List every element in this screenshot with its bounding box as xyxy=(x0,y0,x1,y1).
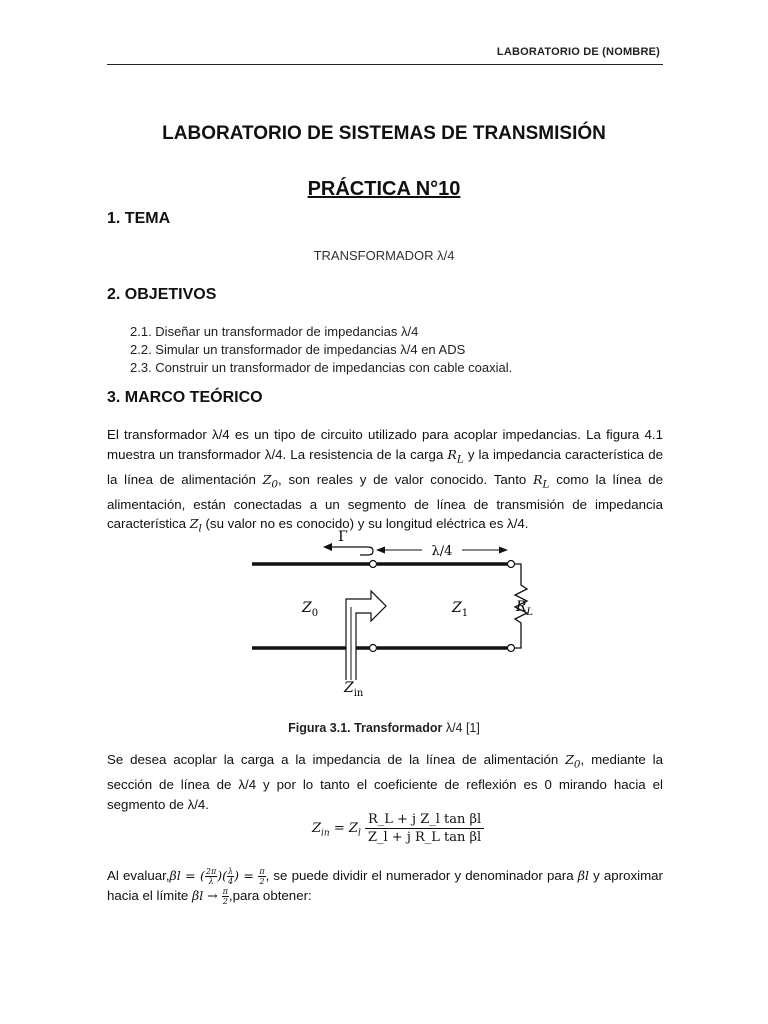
text-span: , se puede dividir el numerador y denominador para xyxy=(265,868,578,883)
math-z0 xyxy=(565,752,581,771)
zin-symbol: Z xyxy=(344,680,354,696)
header-divider xyxy=(107,64,663,65)
frac-2pi-lambda xyxy=(205,867,217,886)
objective-item: 2.2. Simular un transformador de impedancias λ/4 en ADS xyxy=(130,342,466,357)
formula-numerator: R_L + j Z_l tan βl xyxy=(365,812,484,829)
zin-label xyxy=(343,680,364,699)
math-bl-limit: βl → $\frac{\pi}{2}$ xyxy=(192,887,228,906)
caption-label: Figura 3.1. Transformador xyxy=(288,721,446,735)
frac-lambda-4 xyxy=(227,867,234,886)
input-impedance-arrow-icon xyxy=(346,591,386,680)
math-z0 xyxy=(262,471,279,490)
frac-num: π xyxy=(259,867,265,876)
text-span: , mediante la sección de línea de λ/4 y por lo tanto el coeficiente de reflexión es 0 mirando hacia el segmento de λ/4. xyxy=(107,752,664,812)
math-rl xyxy=(533,471,550,490)
frac-den: 2 xyxy=(222,897,228,906)
lambda-quarter-label: λ/4 xyxy=(431,544,453,559)
frac-pi-2 xyxy=(222,887,229,906)
math-rl xyxy=(447,446,464,465)
formula-fraction xyxy=(365,812,484,845)
math-zl xyxy=(189,516,202,535)
section-heading-objetivos: 2. OBJETIVOS xyxy=(107,286,217,303)
figure-caption xyxy=(0,721,768,735)
rl-subscript: L xyxy=(526,607,533,618)
math-symbol: R xyxy=(447,446,457,462)
math-subscript: l xyxy=(357,828,361,839)
formula-eq xyxy=(329,821,361,839)
frac-pi-2 xyxy=(258,867,265,886)
tema-value: TRANSFORMADOR λ/4 xyxy=(313,248,455,263)
math-subscript: l xyxy=(198,522,202,535)
paragraph-intro xyxy=(107,425,663,539)
paragraph-matching xyxy=(107,750,663,814)
math-subscript: in xyxy=(321,828,330,839)
math-subscript: L xyxy=(542,478,550,490)
text-span: (su valor no es conocido) y su longitud eléctrica es λ/4. xyxy=(201,516,529,531)
text-span: Al evaluar, xyxy=(107,868,170,883)
math-subscript: 0 xyxy=(271,478,279,490)
frac-num: π xyxy=(222,887,228,896)
junction-node-bottom xyxy=(370,645,377,652)
section-heading-marco-teorico: 3. MARCO TEÓRICO xyxy=(107,389,263,406)
z0-symbol: Z xyxy=(302,600,312,616)
z1-label xyxy=(451,600,468,619)
paragraph-evaluation xyxy=(107,866,663,906)
gamma-label: Γ xyxy=(338,529,348,545)
gamma-arrow-head-icon xyxy=(323,543,332,551)
text-span: y aproximar hacia el límite xyxy=(107,868,663,903)
math-symbol: Z xyxy=(189,516,199,531)
dimension-arrow-left-icon xyxy=(376,547,385,554)
z1-symbol: Z xyxy=(452,600,462,616)
frac-num: λ xyxy=(228,867,234,876)
text-span: ,para obtener: xyxy=(228,888,312,903)
rl-symbol: R xyxy=(515,599,527,615)
frac-den: λ xyxy=(208,877,214,886)
frac-den: 4 xyxy=(228,877,234,886)
objectives-list xyxy=(130,323,512,377)
math-symbol: R xyxy=(533,471,543,487)
text-span: y la impedancia característica de la línea de alimentación xyxy=(107,446,663,487)
text-span: como la línea de alimentación, están conectadas a un segmento de línea de transmisión de impedancia característica xyxy=(107,471,664,531)
text-span: , son reales y de valor conocido. Tanto xyxy=(278,471,534,487)
frac-den: 2 xyxy=(259,877,265,886)
math-subscript: 0 xyxy=(573,758,581,771)
dimension-arrow-right-icon xyxy=(499,547,508,554)
objective-item: 2.3. Construir un transformador de impedancias con cable coaxial. xyxy=(130,360,513,375)
formula-denominator: Z_l + j R_L tan βl xyxy=(367,830,482,845)
math-symbol: Z xyxy=(312,821,322,836)
math-symbol: Z xyxy=(262,471,272,487)
zin-subscript: in xyxy=(353,688,364,699)
practica-number xyxy=(0,178,768,201)
section-heading-tema: 1. TEMA xyxy=(107,210,171,227)
z1-subscript: 1 xyxy=(461,608,469,619)
text-span: Se desea acoplar la carga a la impedancia de la línea de alimentación xyxy=(107,752,566,767)
practica-label: PRÁCTICA N°10 xyxy=(307,178,461,200)
junction-node-top xyxy=(370,561,377,568)
z0-label xyxy=(301,600,318,619)
text-span: El transformador λ/4 es un tipo de circuito utilizado para acoplar impedancias. La figura 4.1 muestra un transformador λ/4. La resistencia de la carga xyxy=(107,427,663,462)
math-symbol: Z xyxy=(565,752,574,767)
input-impedance-formula xyxy=(312,812,484,845)
math-bl-eval: βl = ( $\frac{2\pi}{\lambda}$ )( $\frac{\lambda}{4}$ ) = $\frac{\pi}{2}$ xyxy=(169,867,265,886)
caption-text: λ/4 [1] xyxy=(445,721,480,735)
math-bl: βl xyxy=(577,868,589,883)
load-node-top xyxy=(508,561,515,568)
frac-num: 2π xyxy=(205,867,217,876)
load-node-bottom xyxy=(508,645,515,652)
formula-lhs xyxy=(312,821,330,839)
z0-subscript: 0 xyxy=(311,608,319,619)
reflection-hook xyxy=(360,547,373,555)
quarter-wave-transformer-figure xyxy=(240,527,540,707)
math-symbol: = Z xyxy=(329,821,358,836)
running-header: LABORATORIO DE (NOMBRE) xyxy=(496,46,660,58)
objective-item: 2.1. Diseñar un transformador de impedancias λ/4 xyxy=(130,324,419,339)
document-title: LABORATORIO DE SISTEMAS DE TRANSMISIÓN xyxy=(162,123,606,144)
math-subscript: L xyxy=(456,453,464,465)
